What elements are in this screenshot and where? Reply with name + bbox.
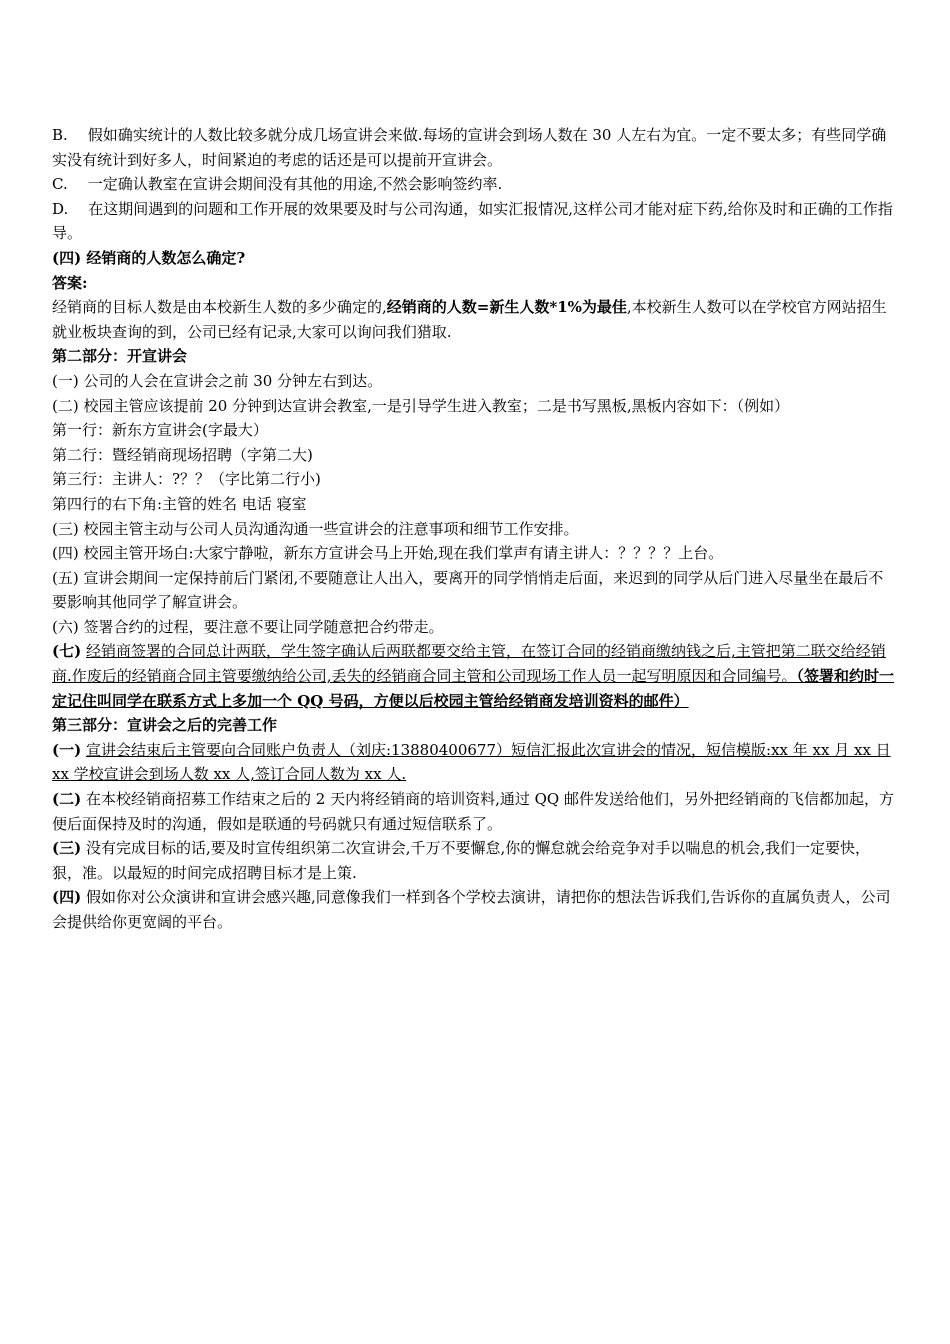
q4-answer: 经销商的目标人数是由本校新生人数的多少确定的,经销商的人数=新生人数*1%为最佳,本校新生人数可以在学校官方网站招生就业板块查询的到，公司已经有记录,大家可以询问我们猎取. bbox=[52, 298, 887, 341]
blackboard-line-3: 第三行：主讲人：?？？（字比第二行小) bbox=[52, 470, 321, 489]
part3-item-3: (三) 没有完成目标的话,要及时宣传组织第二次宣讲会,千万不要懈怠,你的懈怠就会给竞争对手以喘息的机会,我们一定要快，狠，准。以最短的时间完成招聘目标才是上策. bbox=[52, 839, 871, 882]
answer-label: 答案: bbox=[52, 273, 88, 292]
part2-item: (三) 校园主管主动与公司人员沟通沟通一些宣讲会的注意事项和细节工作安排。 bbox=[52, 519, 579, 538]
list-item-d: D. 在这期间遇到的问题和工作开展的效果要及时与公司沟通，如实汇报情况,这样公司才能对症下药,给你及时和正确的工作指导。 bbox=[52, 199, 893, 243]
q4-heading: (四) 经销商的人数怎么确定? bbox=[52, 248, 246, 267]
part2-item: (二) 校园主管应该提前 20 分钟到达宣讲会教室,一是引导学生进入教室；二是书写黑板,黑板内容如下：（例如） bbox=[52, 396, 790, 415]
part2-item: (六) 签署合约的过程，要注意不要让同学随意把合约带走。 bbox=[52, 617, 444, 636]
blackboard-line-1: 第一行：新东方宣讲会(字最大） bbox=[52, 421, 268, 440]
part2-item: (一) 公司的人会在宣讲会之前 30 分钟左右到达。 bbox=[52, 371, 383, 390]
blackboard-line-4: 第四行的右下角:主管的姓名 电话 寝室 bbox=[52, 494, 307, 513]
part3-item-2: (二) 在本校经销商招募工作结束之后的 2 天内将经销商的培训资料,通过 QQ 邮件发送给他们，另外把经销商的飞信都加起，方便后面保持及时的沟通，假如是联通的号码就只有通过短信联系了。 bbox=[52, 790, 894, 833]
list-item-c: C. 一定确认教室在宣讲会期间没有其他的用途,不然会影响签约率. bbox=[52, 175, 503, 194]
blackboard-line-2: 第二行：暨经销商现场招聘（字第二大) bbox=[52, 445, 313, 464]
list-item-b: B. 假如确实统计的人数比较多就分成几场宣讲会来做.每场的宣讲会到场人数在 30 人左右为宜。一定不要太多；有些同学确实没有统计到好多人，时间紧迫的考虑的话还是可以提前开宣讲会。 bbox=[52, 126, 887, 169]
part2-item: (五) 宣讲会期间一定保持前后门紧闭,不要随意让人出入，要离开的同学悄悄走后面，来迟到的同学从后门进入尽量坐在最后不要影响其他同学了解宣讲会。 bbox=[52, 568, 884, 612]
part3-item-1: (一) 宣讲会结束后主管要向合同账户负责人（刘庆:13880400677）短信汇报此次宣讲会的情况，短信模版:xx 年 xx 月 xx 日 xx 学校宣讲会到场人数 xx 人,签订合同人数为 xx 人. bbox=[52, 740, 891, 784]
part2-item-7: (七) 经销商签署的合同总计两联，学生签字确认后两联都要交给主管，在签订合同的经销商缴纳钱之后,主管把第二联交给经销商.作废后的经销商合同主管要缴纳给公司,丢失的经销商合同主管和公司现场工作人员一起写明原因和合同编号。（签署和约时一定记住叫同学在联系方式上多加一个 QQ 号码，方便以后校园主管给经销商发培训资料的邮件） bbox=[52, 642, 895, 710]
document-body bbox=[52, 123, 898, 935]
part3-heading: 第三部分：宣讲会之后的完善工作 bbox=[52, 716, 278, 735]
part2-heading: 第二部分：开宣讲会 bbox=[52, 347, 188, 366]
part2-item: (四) 校园主管开场白:大家宁静啦，新东方宣讲会马上开始,现在我们掌声有请主讲人：？？？？上台。 bbox=[52, 544, 724, 563]
part3-item-4: (四) 假如你对公众演讲和宣讲会感兴趣,同意像我们一样到各个学校去演讲，请把你的想法告诉我们,告诉你的直属负责人，公司会提供给你更宽阔的平台。 bbox=[52, 888, 891, 931]
